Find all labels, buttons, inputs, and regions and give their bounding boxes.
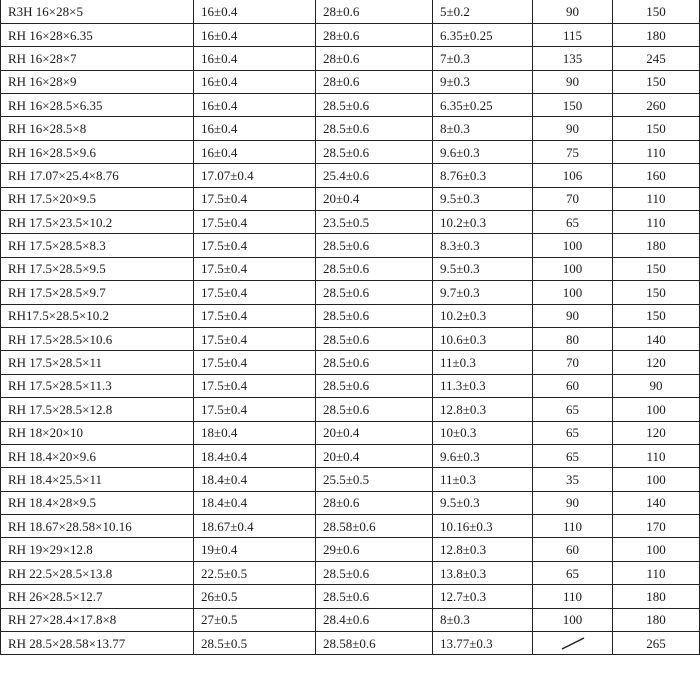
- table-row: [1, 561, 700, 584]
- table-row: [1, 164, 700, 187]
- inner-diameter-cell: 17.5±0.4: [194, 234, 316, 257]
- width-cell: 11±0.3: [433, 468, 533, 491]
- static-load-cell: 90: [613, 374, 700, 397]
- static-load-cell: 160: [613, 164, 700, 187]
- outer-diameter-cell: 29±0.6: [316, 538, 433, 561]
- static-load-cell: 150: [613, 281, 700, 304]
- inner-diameter-cell: 17.5±0.4: [194, 304, 316, 327]
- inner-diameter-cell: 18.67±0.4: [194, 515, 316, 538]
- model-cell: RH 26×28.5×12.7: [1, 585, 194, 608]
- dynamic-load-cell: 65: [533, 398, 613, 421]
- table-row: [1, 351, 700, 374]
- dynamic-load-cell: 70: [533, 187, 613, 210]
- outer-diameter-cell: 20±0.4: [316, 421, 433, 444]
- static-load-cell: 120: [613, 421, 700, 444]
- model-cell: RH 18.67×28.58×10.16: [1, 515, 194, 538]
- outer-diameter-cell: 28.5±0.6: [316, 585, 433, 608]
- width-cell: 13.8±0.3: [433, 561, 533, 584]
- model-cell: RH 27×28.4×17.8×8: [1, 608, 194, 631]
- dynamic-load-cell: 150: [533, 94, 613, 117]
- static-load-cell: 100: [613, 398, 700, 421]
- inner-diameter-cell: 17.5±0.4: [194, 351, 316, 374]
- static-load-cell: 110: [613, 140, 700, 163]
- table-row: [1, 0, 700, 23]
- table-row: [1, 398, 700, 421]
- table-row: [1, 585, 700, 608]
- outer-diameter-cell: 28.5±0.6: [316, 561, 433, 584]
- model-cell: RH 16×28.5×9.6: [1, 140, 194, 163]
- dynamic-load-cell: 90: [533, 70, 613, 93]
- inner-diameter-cell: 17.5±0.4: [194, 211, 316, 234]
- width-cell: 10±0.3: [433, 421, 533, 444]
- model-cell: RH 16×28×7: [1, 47, 194, 70]
- dynamic-load-cell: 135: [533, 47, 613, 70]
- static-load-cell: 100: [613, 538, 700, 561]
- model-cell: RH 19×29×12.8: [1, 538, 194, 561]
- dynamic-load-cell: 100: [533, 281, 613, 304]
- static-load-cell: 150: [613, 117, 700, 140]
- model-cell: RH 22.5×28.5×13.8: [1, 561, 194, 584]
- width-cell: 7±0.3: [433, 47, 533, 70]
- model-cell: RH 16×28×9: [1, 70, 194, 93]
- width-cell: 6.35±0.25: [433, 23, 533, 46]
- outer-diameter-cell: 28.5±0.6: [316, 398, 433, 421]
- inner-diameter-cell: 16±0.4: [194, 94, 316, 117]
- static-load-cell: 180: [613, 23, 700, 46]
- dynamic-load-cell: 106: [533, 164, 613, 187]
- table-row: [1, 304, 700, 327]
- table-row: [1, 374, 700, 397]
- static-load-cell: 150: [613, 0, 700, 23]
- model-cell: RH 16×28.5×6.35: [1, 94, 194, 117]
- width-cell: 8.76±0.3: [433, 164, 533, 187]
- width-cell: 8.3±0.3: [433, 234, 533, 257]
- inner-diameter-cell: 16±0.4: [194, 70, 316, 93]
- table-row: [1, 211, 700, 234]
- outer-diameter-cell: 28.5±0.6: [316, 94, 433, 117]
- static-load-cell: 110: [613, 561, 700, 584]
- model-cell: RH 17.5×28.5×11.3: [1, 374, 194, 397]
- width-cell: 9.6±0.3: [433, 140, 533, 163]
- static-load-cell: 150: [613, 257, 700, 280]
- model-cell: RH 28.5×28.58×13.77: [1, 632, 194, 655]
- dynamic-load-cell: 100: [533, 608, 613, 631]
- outer-diameter-cell: 28.5±0.6: [316, 234, 433, 257]
- static-load-cell: 170: [613, 515, 700, 538]
- table-row: [1, 281, 700, 304]
- width-cell: 9.6±0.3: [433, 444, 533, 467]
- dynamic-load-cell: 100: [533, 234, 613, 257]
- dynamic-load-cell: 110: [533, 515, 613, 538]
- static-load-cell: 150: [613, 304, 700, 327]
- width-cell: 13.77±0.3: [433, 632, 533, 655]
- dynamic-load-cell: 90: [533, 0, 613, 23]
- inner-diameter-cell: 16±0.4: [194, 23, 316, 46]
- inner-diameter-cell: 17.5±0.4: [194, 398, 316, 421]
- model-cell: RH 16×28.5×8: [1, 117, 194, 140]
- inner-diameter-cell: 22.5±0.5: [194, 561, 316, 584]
- outer-diameter-cell: 28.5±0.6: [316, 304, 433, 327]
- table-row: [1, 632, 700, 655]
- inner-diameter-cell: 28.5±0.5: [194, 632, 316, 655]
- inner-diameter-cell: 16±0.4: [194, 0, 316, 23]
- width-cell: 12.8±0.3: [433, 398, 533, 421]
- width-cell: 12.7±0.3: [433, 585, 533, 608]
- model-cell: RH 18.4×28×9.5: [1, 491, 194, 514]
- inner-diameter-cell: 17.5±0.4: [194, 187, 316, 210]
- table-row: [1, 538, 700, 561]
- dynamic-load-cell: 75: [533, 140, 613, 163]
- table-row: [1, 117, 700, 140]
- table-row: [1, 94, 700, 117]
- inner-diameter-cell: 16±0.4: [194, 140, 316, 163]
- dynamic-load-cell: 70: [533, 351, 613, 374]
- inner-diameter-cell: 26±0.5: [194, 585, 316, 608]
- table-row: [1, 421, 700, 444]
- inner-diameter-cell: 19±0.4: [194, 538, 316, 561]
- dynamic-load-cell: 100: [533, 257, 613, 280]
- static-load-cell: 180: [613, 585, 700, 608]
- static-load-cell: 180: [613, 234, 700, 257]
- width-cell: 5±0.2: [433, 0, 533, 23]
- static-load-cell: 110: [613, 211, 700, 234]
- width-cell: 11.3±0.3: [433, 374, 533, 397]
- inner-diameter-cell: 16±0.4: [194, 117, 316, 140]
- outer-diameter-cell: 28±0.6: [316, 70, 433, 93]
- width-cell: 10.6±0.3: [433, 327, 533, 350]
- model-cell: RH 18.4×25.5×11: [1, 468, 194, 491]
- table-row: [1, 257, 700, 280]
- width-cell: 8±0.3: [433, 608, 533, 631]
- model-cell: R3H 16×28×5: [1, 0, 194, 23]
- outer-diameter-cell: 25.4±0.6: [316, 164, 433, 187]
- width-cell: 6.35±0.25: [433, 94, 533, 117]
- static-load-cell: 110: [613, 187, 700, 210]
- static-load-cell: 140: [613, 327, 700, 350]
- inner-diameter-cell: 18.4±0.4: [194, 444, 316, 467]
- inner-diameter-cell: 18±0.4: [194, 421, 316, 444]
- outer-diameter-cell: 28.5±0.6: [316, 327, 433, 350]
- inner-diameter-cell: 17.07±0.4: [194, 164, 316, 187]
- width-cell: 12.8±0.3: [433, 538, 533, 561]
- static-load-cell: 150: [613, 70, 700, 93]
- model-cell: RH 17.5×28.5×12.8: [1, 398, 194, 421]
- model-cell: RH 18.4×20×9.6: [1, 444, 194, 467]
- static-load-cell: 180: [613, 608, 700, 631]
- model-cell: RH 17.5×23.5×10.2: [1, 211, 194, 234]
- inner-diameter-cell: 18.4±0.4: [194, 491, 316, 514]
- static-load-cell: 120: [613, 351, 700, 374]
- width-cell: 11±0.3: [433, 351, 533, 374]
- dynamic-load-cell: [533, 632, 613, 655]
- dynamic-load-cell: 60: [533, 374, 613, 397]
- static-load-cell: 100: [613, 468, 700, 491]
- inner-diameter-cell: 27±0.5: [194, 608, 316, 631]
- inner-diameter-cell: 17.5±0.4: [194, 327, 316, 350]
- model-cell: RH 17.5×28.5×11: [1, 351, 194, 374]
- width-cell: 9±0.3: [433, 70, 533, 93]
- width-cell: 9.5±0.3: [433, 187, 533, 210]
- model-cell: RH 17.5×28.5×8.3: [1, 234, 194, 257]
- table-row: [1, 608, 700, 631]
- not-applicable-slash-icon: [560, 636, 586, 650]
- model-cell: RH 16×28×6.35: [1, 23, 194, 46]
- dynamic-load-cell: 35: [533, 468, 613, 491]
- outer-diameter-cell: 28.5±0.6: [316, 281, 433, 304]
- table-row: [1, 327, 700, 350]
- table-row: [1, 491, 700, 514]
- table-row: [1, 468, 700, 491]
- dynamic-load-cell: 65: [533, 211, 613, 234]
- dynamic-load-cell: 90: [533, 304, 613, 327]
- outer-diameter-cell: 28.5±0.6: [316, 140, 433, 163]
- dynamic-load-cell: 115: [533, 23, 613, 46]
- outer-diameter-cell: 23.5±0.5: [316, 211, 433, 234]
- table-row: [1, 47, 700, 70]
- static-load-cell: 265: [613, 632, 700, 655]
- width-cell: 9.5±0.3: [433, 257, 533, 280]
- width-cell: 9.7±0.3: [433, 281, 533, 304]
- model-cell: RH 17.5×20×9.5: [1, 187, 194, 210]
- outer-diameter-cell: 20±0.4: [316, 444, 433, 467]
- inner-diameter-cell: 17.5±0.4: [194, 281, 316, 304]
- table-row: [1, 234, 700, 257]
- outer-diameter-cell: 28±0.6: [316, 0, 433, 23]
- dynamic-load-cell: 110: [533, 585, 613, 608]
- width-cell: 10.2±0.3: [433, 211, 533, 234]
- outer-diameter-cell: 20±0.4: [316, 187, 433, 210]
- outer-diameter-cell: 25.5±0.5: [316, 468, 433, 491]
- static-load-cell: 260: [613, 94, 700, 117]
- dynamic-load-cell: 65: [533, 421, 613, 444]
- dynamic-load-cell: 65: [533, 444, 613, 467]
- dynamic-load-cell: 65: [533, 561, 613, 584]
- dynamic-load-cell: 90: [533, 117, 613, 140]
- width-cell: 10.16±0.3: [433, 515, 533, 538]
- inner-diameter-cell: 18.4±0.4: [194, 468, 316, 491]
- outer-diameter-cell: 28±0.6: [316, 47, 433, 70]
- table-row: [1, 515, 700, 538]
- outer-diameter-cell: 28.58±0.6: [316, 632, 433, 655]
- width-cell: 8±0.3: [433, 117, 533, 140]
- model-cell: RH17.5×28.5×10.2: [1, 304, 194, 327]
- model-cell: RH 17.5×28.5×10.6: [1, 327, 194, 350]
- dynamic-load-cell: 80: [533, 327, 613, 350]
- outer-diameter-cell: 28.4±0.6: [316, 608, 433, 631]
- outer-diameter-cell: 28±0.6: [316, 23, 433, 46]
- table-row: [1, 444, 700, 467]
- model-cell: RH 17.07×25.4×8.76: [1, 164, 194, 187]
- outer-diameter-cell: 28.5±0.6: [316, 374, 433, 397]
- static-load-cell: 140: [613, 491, 700, 514]
- inner-diameter-cell: 17.5±0.4: [194, 257, 316, 280]
- outer-diameter-cell: 28.5±0.6: [316, 117, 433, 140]
- outer-diameter-cell: 28.58±0.6: [316, 515, 433, 538]
- outer-diameter-cell: 28.5±0.6: [316, 257, 433, 280]
- outer-diameter-cell: 28.5±0.6: [316, 351, 433, 374]
- width-cell: 9.5±0.3: [433, 491, 533, 514]
- model-cell: RH 17.5×28.5×9.7: [1, 281, 194, 304]
- inner-diameter-cell: 16±0.4: [194, 47, 316, 70]
- model-cell: RH 17.5×28.5×9.5: [1, 257, 194, 280]
- model-cell: RH 18×20×10: [1, 421, 194, 444]
- width-cell: 10.2±0.3: [433, 304, 533, 327]
- table-row: [1, 23, 700, 46]
- table-row: [1, 187, 700, 210]
- table-row: [1, 140, 700, 163]
- static-load-cell: 245: [613, 47, 700, 70]
- dynamic-load-cell: 60: [533, 538, 613, 561]
- spec-table-body: [1, 0, 700, 655]
- inner-diameter-cell: 17.5±0.4: [194, 374, 316, 397]
- outer-diameter-cell: 28±0.6: [316, 491, 433, 514]
- dynamic-load-cell: 90: [533, 491, 613, 514]
- static-load-cell: 110: [613, 444, 700, 467]
- table-row: [1, 70, 700, 93]
